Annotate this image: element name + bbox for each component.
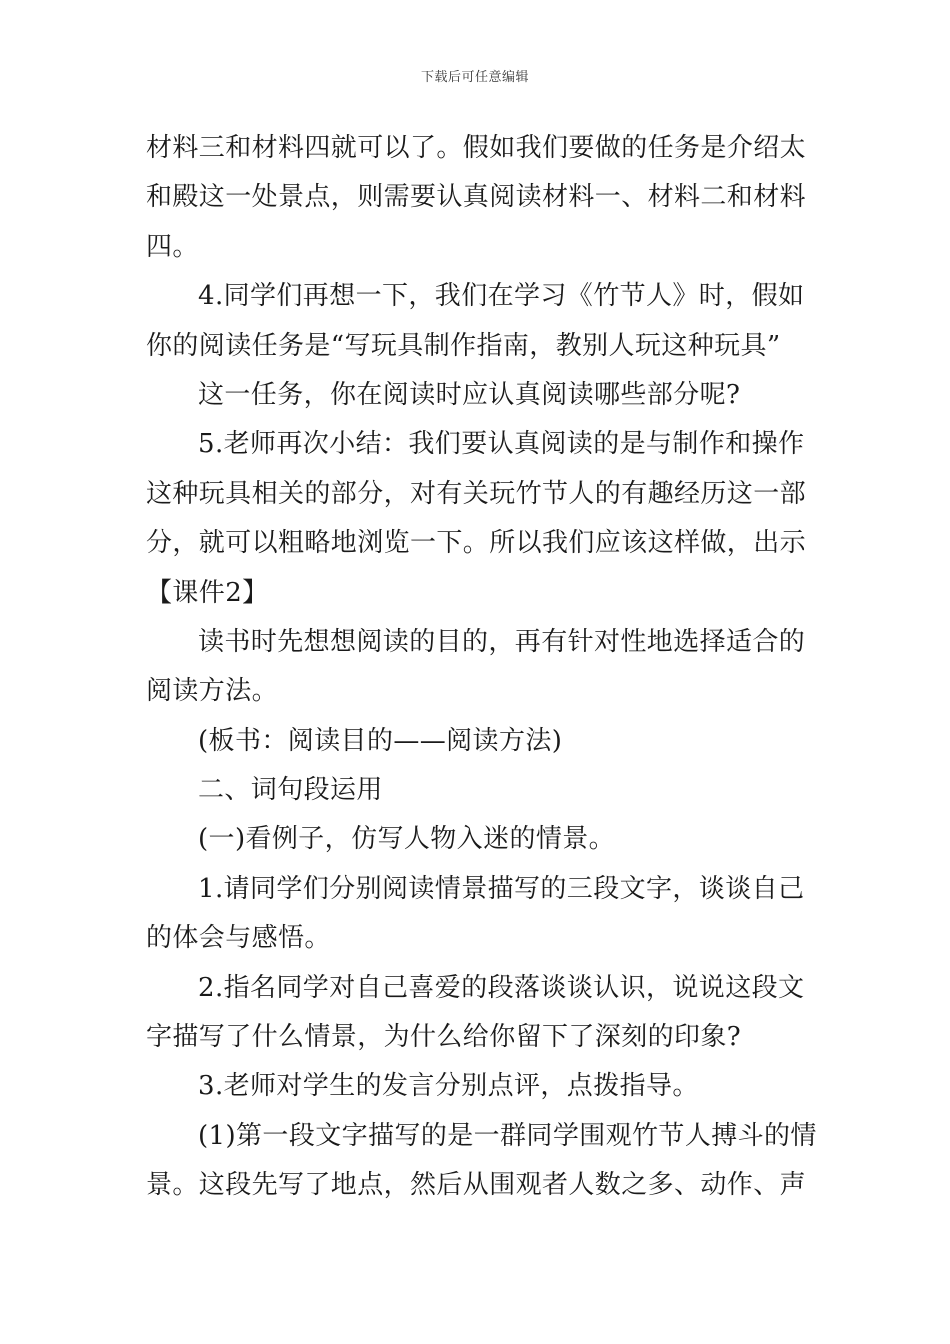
text-line: 分，就可以粗略地浏览一下。所以我们应该这样做，出示 (146, 528, 807, 559)
text-line: 1.请同学们分别阅读情景描写的三段文字，谈谈自己 (198, 873, 805, 904)
text-line: 这种玩具相关的部分，对有关玩竹节人的有趣经历这一部 (146, 478, 807, 509)
text-line: 和殿这一处景点，则需要认真阅读材料一、材料二和材料 (146, 182, 807, 213)
text-line: (一)看例子，仿写人物入迷的情景。 (198, 824, 616, 855)
text-line: 【课件2】 (146, 577, 269, 608)
document-body (146, 124, 817, 1211)
text-line: 这一任务，你在阅读时应认真阅读哪些部分呢? (198, 379, 741, 410)
text-line: 的体会与感悟。 (146, 923, 331, 954)
text-line: 4.同学们再想一下，我们在学习《竹节人》时，假如 (198, 281, 805, 312)
text-line: (板书：阅读目的——阅读方法) (198, 725, 563, 756)
text-line: 读书时先想想阅读的目的，再有针对性地选择适合的 (198, 626, 806, 657)
text-line: 5.老师再次小结：我们要认真阅读的是与制作和操作 (198, 429, 805, 460)
text-line: 景。这段先写了地点，然后从围观者人数之多、动作、声 (146, 1170, 807, 1201)
text-line: 字描写了什么情景，为什么给你留下了深刻的印象? (146, 1022, 742, 1053)
text-line: 3.老师对学生的发言分别点评，点拨指导。 (198, 1071, 699, 1102)
text-line: 材料三和材料四就可以了。假如我们要做的任务是介绍太 (146, 133, 807, 163)
text-line: 阅读方法。 (146, 676, 279, 707)
text-line: 二、词句段运用 (198, 775, 383, 806)
text-line: 你的阅读任务是“写玩具制作指南，教别人玩这种玩具” (146, 330, 781, 361)
text-line: (1)第一段文字描写的是一群同学围观竹节人搏斗的情 (198, 1120, 817, 1151)
text-line: 四。 (146, 231, 199, 262)
page-header-note: 下载后可任意编辑 (420, 70, 529, 85)
text-line: 2.指名同学对自己喜爱的段落谈谈认识，说说这段文 (198, 972, 805, 1003)
